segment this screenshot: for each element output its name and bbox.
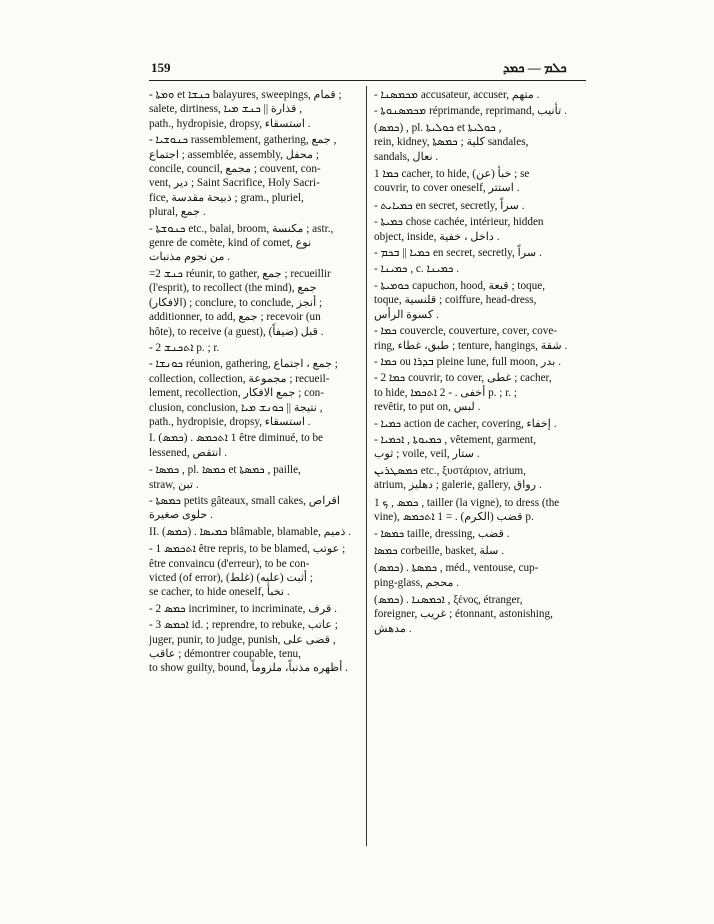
dictionary-entry: [149, 542, 362, 600]
entry-line: - 1 ܐܬܟܡܣ être repris, to be blamed, عوتب ;: [149, 543, 346, 556]
entry-line: (ܟܡܣ) , pl. ܟܘܠܝܬܐ et ܟܘܠܝܬܐ ,: [374, 121, 502, 134]
dictionary-entry: [374, 561, 586, 590]
entry-line: ܟܡܣܛܪܝܢ etc., ξυστάριον, atrium,: [374, 464, 526, 477]
dictionary-entry: [374, 121, 586, 164]
entry-line: to hide, أخفى . - 2 ܐܬܟܡܐ p. ; r. ;: [374, 386, 518, 399]
entry-line: additionner, to add, جمع ; recevoir (un: [149, 311, 321, 324]
entry-line: ܟܡܣܐ corbeille, basket, سلة .: [374, 544, 505, 557]
dictionary-entry: [149, 602, 362, 616]
dictionary-entry: [374, 167, 586, 196]
dictionary-entry: [149, 267, 362, 339]
entry-line: foreigner, غريب ; étonnant, astonishing,: [374, 608, 553, 621]
entry-line: - ܟܡܝܐ action de cacher, covering, إخفاء .: [374, 417, 557, 430]
dictionary-entry: [149, 494, 362, 523]
entry-line: ping-glass, محجم .: [374, 576, 460, 589]
entry-line: عاقب ; démontrer coupable, tenu,: [149, 648, 301, 661]
entry-line: - ܟܡܣܐ , pl. ܟܡܣܐ et ܟܡܣܬܐ , paille,: [149, 464, 301, 477]
entry-line: ثوب ; voile, veil, ستار .: [374, 448, 480, 461]
entry-line: se cacher, to hide oneself, تخبأ .: [149, 586, 290, 599]
entry-line: revêtir, to put on, لبس .: [374, 401, 481, 414]
entry-line: (l'esprit), to recollect (the mind), جمع: [149, 282, 317, 295]
entry-line: - ܟܡܝܘܬܐ , ܐܟܡܝܐ , vêtement, garment,: [374, 433, 537, 446]
dictionary-entry: [149, 222, 362, 265]
entry-line: - 2 ܟܡܣ incriminer, to incriminate, قرف .: [149, 602, 337, 615]
entry-line: - ܟܡܣܐ taille, dressing, قضب .: [374, 528, 510, 541]
entry-line: - ܟܢܘܫܬܐ etc., balai, broom, مكنسة ; astr.,: [149, 222, 334, 235]
entry-line: juger, punir, to judge, punish, قضى على ,: [149, 633, 336, 646]
dictionary-entry: [149, 357, 362, 429]
running-head: ܟܠܡ — ܟܡܕ: [503, 60, 567, 75]
entry-line: - ܟܢܘܫܝܐ rassemblement, gathering, جمع ,: [149, 134, 337, 147]
entry-line: toque, قلنسية ; coiffure, head-dress,: [374, 294, 537, 307]
entry-line: ring, طبق، غطاء ; tenture, hangings, شقة .: [374, 339, 568, 352]
entry-line: straw, تبن .: [149, 478, 199, 491]
entry-line: من نجوم مذنبات .: [149, 251, 231, 264]
entry-line: fice, ذبيحة مقدسة ; gram., pluriel,: [149, 191, 304, 204]
right-column: [374, 88, 586, 639]
entry-line: - ܘܡܬܐ et ܟܢܫܐ balayures, sweepings, قمام ;: [149, 89, 342, 101]
dictionary-entry: [149, 463, 362, 492]
dictionary-entry: [374, 371, 586, 414]
dictionary-entry: [374, 324, 586, 353]
left-column: [149, 88, 362, 678]
entry-line: atrium, دهليز ; galerie, gallery, رواق .: [374, 479, 542, 492]
entry-line: vine), قضب (الكرم) . = 1 ܐܬܟܡܣ p.: [374, 510, 534, 523]
entry-line: - ܟܘܡܝܬܐ capuchon, hood, قبعة ; toque,: [374, 279, 546, 292]
dictionary-entry: [374, 593, 586, 636]
dictionary-entry: [374, 527, 586, 541]
header-rule: [149, 80, 586, 81]
entry-line: path., hydropisie, dropsy, استسقاء .: [149, 415, 311, 428]
entry-line: plural, جمع .: [149, 206, 206, 219]
entry-line: (الافكار) ; conclure, to conclude, أنجز ;: [149, 296, 323, 309]
entry-line: 1 ܟܡܣ , ܟ , tailler (la vigne), to dress (the: [374, 496, 560, 509]
entry-line: - ܟܡܝܬܐ chose cachée, intérieur, hidden: [374, 216, 544, 229]
entry-line: hôte), to receive (a guest), قبل (ضيفاً) .: [149, 325, 324, 338]
entry-line: (ܟܡܣ) . ܐܟܡܣܢܐ , ξένος, étranger,: [374, 594, 523, 606]
dictionary-entry: [149, 431, 362, 460]
entry-line: اجتماع ; assemblée, assembly, محفل ;: [149, 148, 319, 161]
entry-line: lement, recollection, جمع الافكار ; con-: [149, 387, 324, 400]
entry-line: - ܟܡܐ ou ܒܕܪܐ pleine lune, full moon, بدر .: [374, 355, 561, 368]
dictionary-entry: [374, 355, 586, 369]
dictionary-entry: [149, 618, 362, 676]
entry-line: I. (ܟܡܣ) . 1 ܐܬܟܡܣ être diminué, to be: [149, 432, 324, 445]
dictionary-entry: [374, 88, 586, 102]
dictionary-entry: [374, 496, 586, 525]
entry-line: - ܡܟܡܣܢܐ accusateur, accuser, متهم .: [374, 89, 540, 101]
entry-line: couvrir, to cover oneself, استتر .: [374, 182, 520, 195]
dictionary-entry: [374, 433, 586, 462]
dictionary-entry: [374, 199, 586, 213]
entry-line: - ܟܡܝܐܝܬ en secret, secretly, سراً .: [374, 199, 525, 212]
dictionary-entry: [149, 341, 362, 355]
entry-line: - ܟܡܣܬܐ petits gâteaux, small cakes, اقراص: [149, 494, 340, 507]
entry-line: - 3 ܐܟܡܣ id. ; reprendre, to rebuke, عاتب ;: [149, 619, 338, 632]
entry-line: - ܡܟܡܣܢܘܬܐ réprimande, reprimand, تأنيب .: [374, 105, 567, 118]
entry-line: =2 ܟܢܫ réunir, to gather, جمع ; recueillir: [149, 267, 331, 280]
entry-line: object, inside, داخل ، خفية .: [374, 230, 500, 243]
entry-line: (ܟܡܣ) . ܟܡܣܬܐ , méd., ventouse, cup-: [374, 562, 539, 575]
page-number: 159: [151, 60, 171, 75]
dictionary-entry: [374, 262, 586, 276]
entry-line: II. (ܟܡܣ) . ܟܡܝܣܐ blâmable, blamable, ذميم .: [149, 525, 352, 538]
entry-line: path., hydropisie, dropsy, استسقاء .: [149, 117, 311, 130]
entry-line: كسوة الرأس .: [374, 308, 439, 321]
entry-line: clusion, conclusion, نتيجة || ܟܘܢܫ ܡܝܐ ,: [149, 401, 323, 414]
entry-line: être convaincu (d'erreur), to be con-: [149, 557, 310, 570]
entry-line: مدهش .: [374, 622, 412, 635]
entry-line: - 2 ܟܡܐ couvrir, to cover, غطى ; cacher,: [374, 372, 552, 385]
column-divider: [366, 86, 367, 846]
dictionary-entry: [374, 104, 586, 118]
dictionary-entry: [374, 544, 586, 558]
entry-line: rein, kidney, كلية ; ܟܡܣܬܐ sandales,: [374, 136, 529, 149]
entry-line: to show guilty, bound, أظهره مذنباً، ملزوماً .: [149, 662, 348, 675]
dictionary-entry: [374, 246, 586, 260]
dictionary-entry: [149, 525, 362, 539]
entry-line: sandals, نعال .: [374, 150, 439, 163]
dictionary-entry: [149, 88, 362, 131]
entry-line: - ܟܘܢܫܐ réunion, gathering, جمع ، اجتماع ;: [149, 358, 338, 371]
entry-line: lessened, انتقص .: [149, 446, 228, 459]
entry-line: salete, dirtiness, قذارة || ܟܢܫ ܡܝܐ ,: [149, 103, 303, 116]
entry-line: - ܟܡܝܐ || ܒܟܡ en secret, secretly, سراً .: [374, 247, 542, 260]
dictionary-entry: [374, 464, 586, 493]
entry-line: 1 ܟܡܐ cacher, to hide, خبأ (عن) ; se: [374, 168, 530, 181]
dictionary-entry: [374, 417, 586, 431]
dictionary-entry: [149, 133, 362, 219]
entry-line: collection, collection, مجموعة ; recueil-: [149, 372, 330, 385]
entry-line: genre de comète, kind of comet, نوع: [149, 237, 312, 250]
entry-line: - ܟܡܝܢܐ , c. ܟܡܝܢܐ .: [374, 263, 460, 276]
entry-line: vent, دير ; Saint Sacrifice, Holy Sacri-: [149, 177, 320, 190]
dictionary-entry: [374, 279, 586, 322]
entry-line: concile, council, مجمع ; couvent, con-: [149, 163, 321, 176]
entry-line: حلوى صغيرة .: [149, 509, 213, 522]
entry-line: - ܟܡܐ couvercle, couverture, cover, cove-: [374, 325, 558, 338]
entry-line: - 2 ܐܬܟܢܫ p. ; r.: [149, 341, 220, 354]
entry-line: victed (of error), أثبت (عليه) (غلط) ;: [149, 572, 313, 584]
dictionary-entry: [374, 215, 586, 244]
